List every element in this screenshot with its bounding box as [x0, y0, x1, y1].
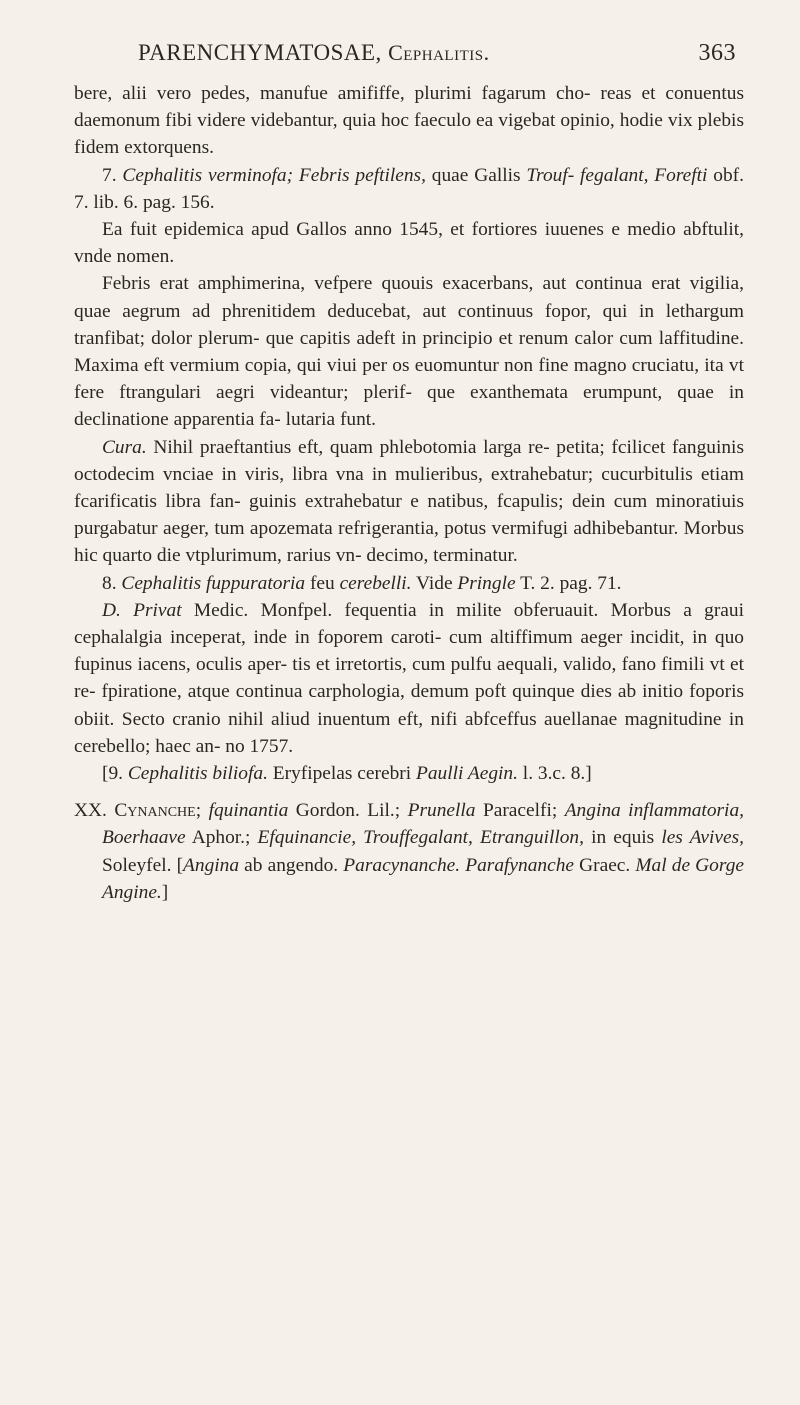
small-caps-text: Cynanche — [114, 800, 196, 822]
entry-cephalitis-suppuratoria — [74, 570, 744, 597]
text-run: Ea fuit epidemica apud Gallos anno 1545, et fortiores iuuenes e medio abftulit, vnde nomen. — [74, 219, 744, 268]
text-run: obf. 7. lib. 6. pag. 156. — [74, 164, 744, 213]
italic-text: Pringle — [457, 572, 516, 594]
running-title-main: PARENCHYMATOSAE, — [138, 40, 382, 65]
italic-text: D. Privat — [102, 599, 182, 621]
text-run: ] — [161, 881, 169, 903]
text-run: Gordon. Lil.; — [288, 800, 408, 822]
entry-cephalitis-verminosa — [74, 162, 744, 216]
italic-text: les Avives, — [661, 827, 744, 849]
italic-text: Cephalitis biliofa. — [127, 763, 268, 785]
italic-text: Cephalitis verminofa; Febris peftilens, — [122, 164, 426, 186]
paragraph-continuation — [74, 80, 744, 162]
text-run: Soleyfel. [ — [102, 854, 184, 876]
entry-cephalitis-biliosa — [74, 760, 744, 787]
text-run: feu — [305, 572, 340, 594]
text-run: Nihil praeftantius eft, quam phlebotomia larga re- petita; fcilicet fanguinis octodecim vnciae in viris, libra vna in mulieribus, extrahebatur; cucurbitulis etiam fcarificatis libra fan- guinis extrahebatur e natibus, fcapulis; dein cum minoratiuis purgabatur aeger, tum apozemata refrigerantia, potus vermifugi adhibebantur. Morbus hic quarto die vtplurimum, rarius vn- decimo, terminatur. — [74, 436, 744, 567]
italic-text: Cephalitis fuppuratoria — [121, 572, 306, 594]
italic-text: Mal de Gorge Angine. — [102, 854, 744, 903]
italic-text: Trouf- fegalant, Forefti — [526, 164, 708, 186]
italic-text: fquinantia — [208, 800, 289, 822]
italic-text: Angina — [183, 854, 240, 876]
page-number: 363 — [698, 40, 736, 66]
text-run: [9. — [102, 763, 128, 785]
text-run: Aphor.; — [185, 827, 258, 849]
text-run: Graec. — [574, 854, 636, 876]
italic-text: Efquinancie, Trouffegalant, Etranguillon, — [257, 827, 584, 849]
italic-text: Paulli Aegin. — [415, 763, 518, 785]
text-run: Medic. Monfpel. fequentia in milite obferuauit. Morbus a graui cephalalgia inceperat, inde in foporem caroti- cum altiffimum aeger incidit, in quo fupinus iacens, oculis aper- tis et irretortis, cum pulfu aequali, valido, fano fimili vt et re- fpiratione, atque continua carphologia, demum poft quinque dies ab initio foporis obiit. Secto cranio nihil aliud inuentum eft, nifi abfceffus auellanae magnitudine in cerebello; haec an- no 1757. — [74, 599, 744, 757]
text-run: Vide — [411, 572, 458, 594]
italic-text: Cura. — [102, 436, 147, 458]
italic-text: Prunella — [407, 800, 476, 822]
italic-text: Paracynanche. Parafynanche — [343, 854, 575, 876]
text-run: Paracelfi; — [475, 800, 565, 822]
paragraph-cura — [74, 434, 744, 570]
text-run: ab angendo. — [239, 854, 344, 876]
italic-text: Angina inflammatoria, Boerhaave — [102, 800, 744, 849]
italic-text: cerebelli. — [339, 572, 412, 594]
running-title — [138, 40, 490, 66]
paragraph-epidemic — [74, 216, 744, 270]
text-run: 8. — [102, 572, 122, 594]
text-run: l. 3.c. 8.] — [517, 763, 592, 785]
paragraph-symptoms — [74, 270, 744, 433]
text-run: in equis — [583, 827, 662, 849]
text-run: XX. — [74, 800, 115, 822]
running-title-section: Cephalitis. — [388, 40, 490, 65]
body-text — [74, 80, 744, 906]
running-header — [74, 40, 744, 80]
entry-cynanche — [74, 797, 744, 906]
text-run: ; — [195, 800, 209, 822]
text-run: 7. — [102, 164, 123, 186]
text-run: T. 2. pag. 71. — [515, 572, 622, 594]
text-run: bere, alii vero pedes, manufue amififfe, plurimi fagarum cho- reas et conuentus daemonum fibi videre videbantur, quia hoc faeculo ea vigebat opinio, hodie vix plebis fidem extorquens. — [74, 83, 744, 159]
text-run: quae Gallis — [425, 164, 527, 186]
text-run: Eryfipelas cerebri — [267, 763, 416, 785]
text-run: Febris erat amphimerina, vefpere quouis exacerbans, aut continua erat vigilia, quae aegrum ad phrenitidem deducebat, aut continuus fopor, qui in lethargum tranfibat; dolor plerum- que capitis adeft in principio et renum calor cum laffitudine. Maxima eft vermium copia, qui viui per os euomuntur non fine magno cruciatu, ita vt fere ftrangulari aegri videantur; plerif- que exanthemata erumpunt, quae in declinatione apparentia fa- lutaria funt. — [74, 273, 744, 431]
paragraph-privat-case — [74, 597, 744, 760]
